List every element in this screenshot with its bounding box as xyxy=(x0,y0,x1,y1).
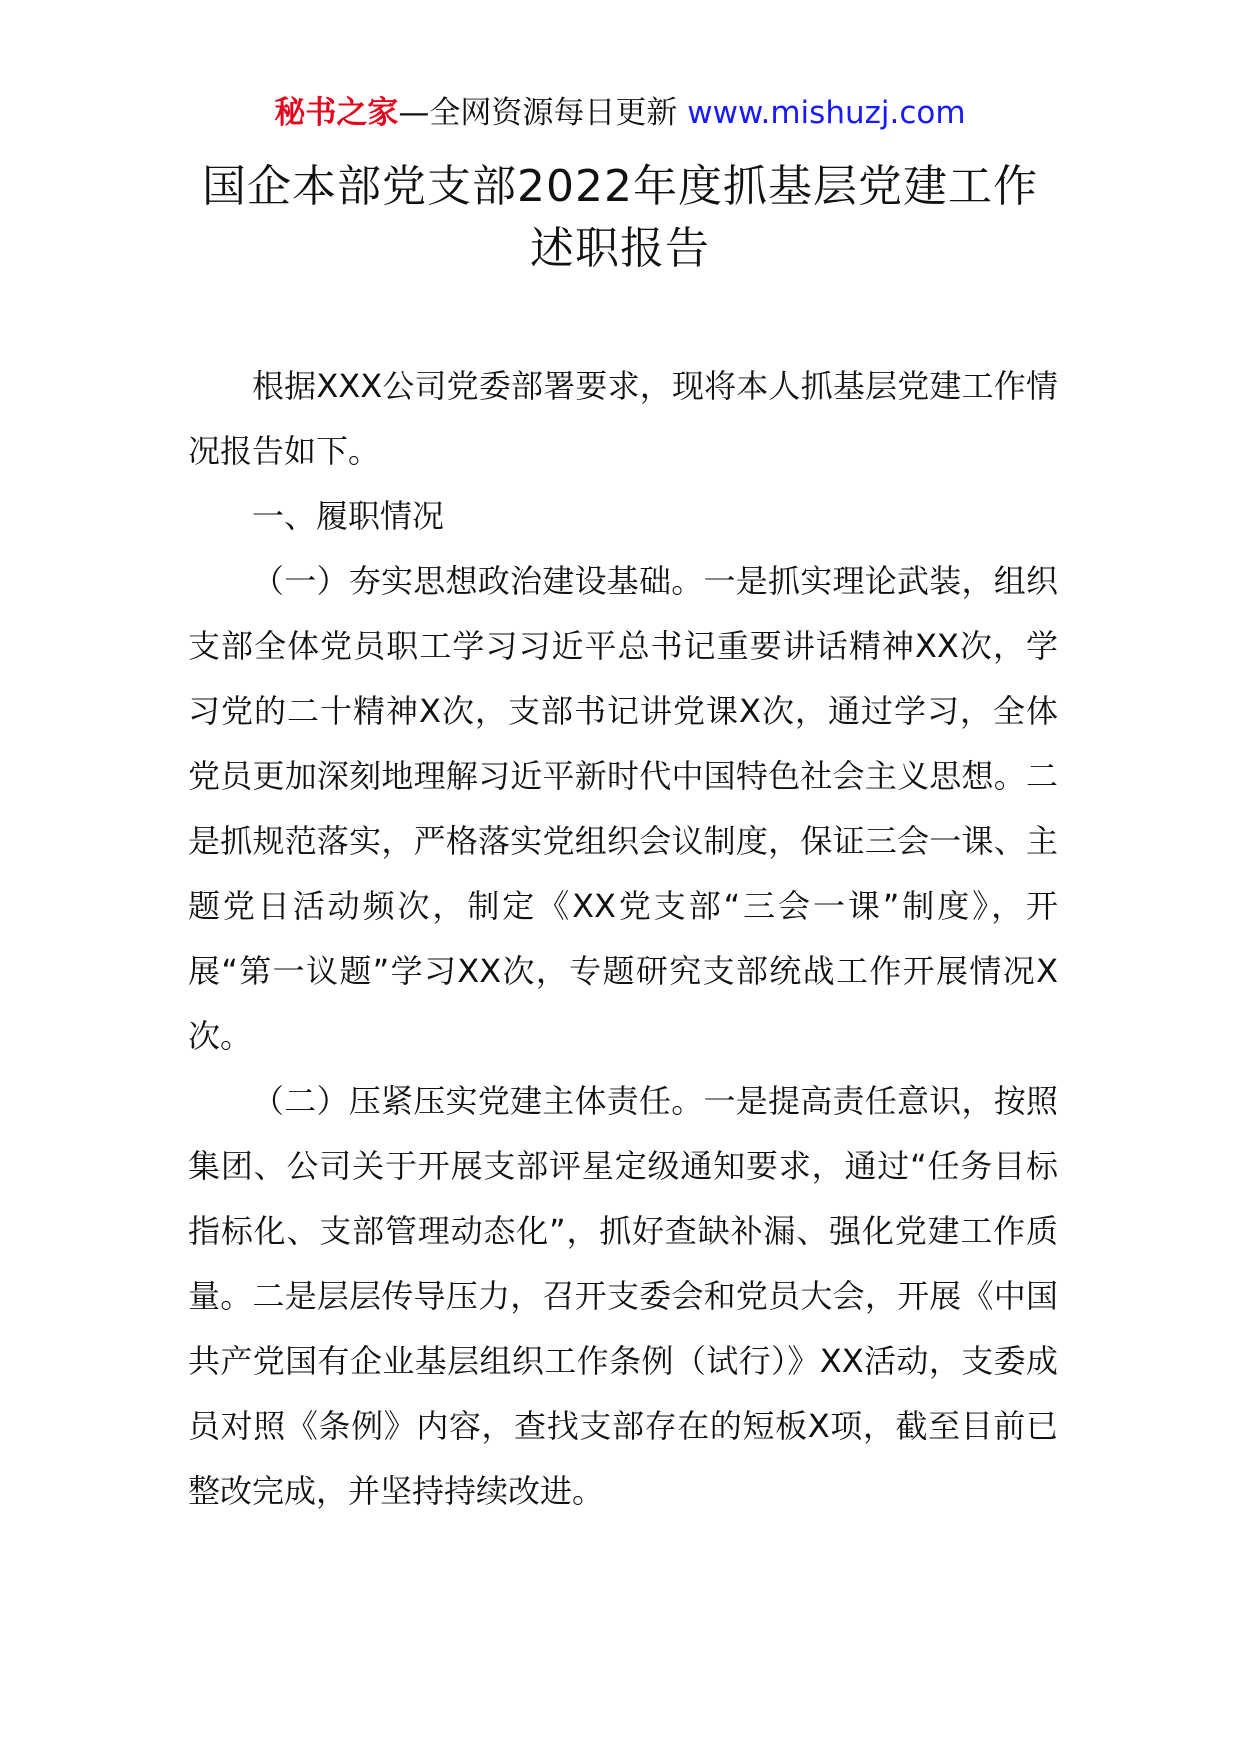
document-title xyxy=(0,156,1240,280)
document-body xyxy=(188,354,1058,1524)
section-heading-duty: 一、履职情况 xyxy=(252,497,445,535)
watermark-brand: 秘书之家 xyxy=(274,95,399,131)
watermark-tagline: —全网资源每日更新 xyxy=(398,95,688,131)
document-title-line-2: 述职报告 xyxy=(530,223,710,274)
site-watermark-banner xyxy=(0,92,1240,134)
watermark-url[interactable]: www.mishuzj.com xyxy=(687,95,966,131)
paragraph-intro: 根据XXX公司党委部署要求，现将本人抓基层党建工作情况报告如下。 xyxy=(188,367,1058,470)
paragraph-ideology: （一）夯实思想政治建设基础。一是抓实理论武装，组织支部全体党员职工学习习近平总书记重要讲话精神XX次，学习党的二十精神X次，支部书记讲党课X次，通过学习，全体党员更加深刻地理解习近平新时代中国特色社会主义思想。二是抓规范落实，严格落实党组织会议制度，保证三会一课、主题党日活动频次，制定《XX党支部“三会一课”制度》，开展“第一议题”学习XX次，专题研究支部统战工作开展情况X次。 xyxy=(188,562,1058,1055)
paragraph-responsibility: （二）压紧压实党建主体责任。一是提高责任意识，按照集团、公司关于开展支部评星定级通知要求，通过“任务目标指标化、支部管理动态化”，抓好查缺补漏、强化党建工作质量。二是层层传导压力，召开支委会和党员大会，开展《中国共产党国有企业基层组织工作条例（试行）》XX活动，支委成员对照《条例》内容，查找支部存在的短板X项，截至目前已整改完成，并坚持持续改进。 xyxy=(188,1082,1058,1510)
document-title-line-1: 国企本部党支部2022年度抓基层党建工作 xyxy=(202,161,1038,212)
